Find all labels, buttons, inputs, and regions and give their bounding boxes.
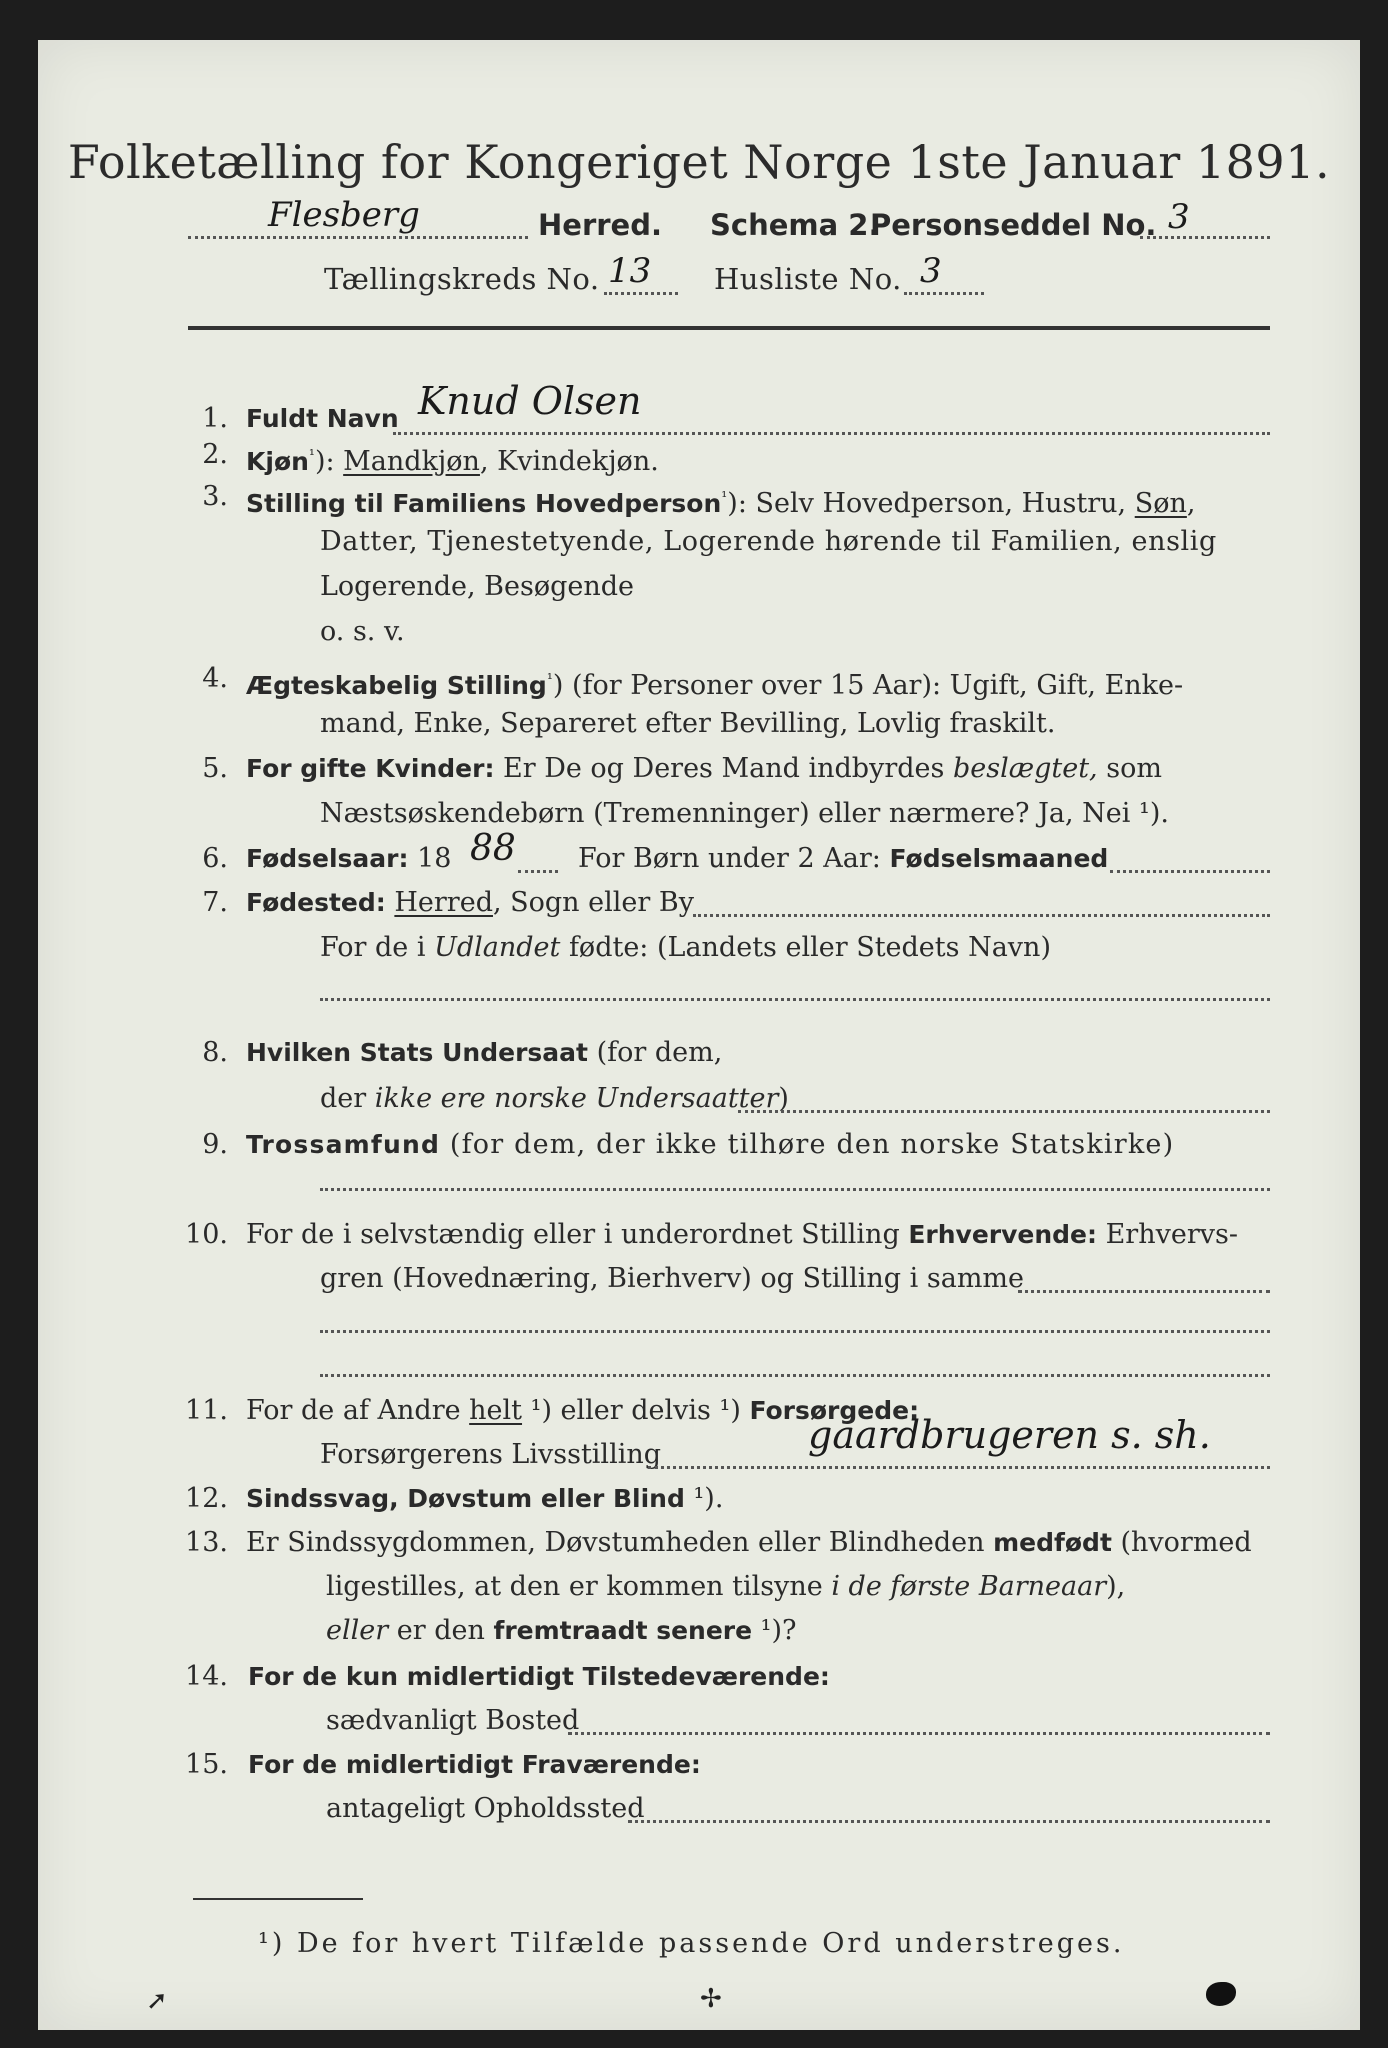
- q13-line2a: ligestilles, at den er kommen tilsyne: [326, 1571, 832, 1602]
- q10-line1: [246, 1218, 1238, 1252]
- q8-italic: ikke ere norske Undersaatter: [374, 1083, 779, 1114]
- q7-line2b: fødte: (Landets eller Stedets Navn): [560, 932, 1051, 963]
- q10-line2: gren (Hovednæring, Bierhverv) og Stilling i samme: [320, 1263, 1025, 1294]
- q11-value: gaardbrugeren s. sh.: [808, 1413, 1211, 1457]
- q5-label: For gifte Kvinder:: [246, 754, 495, 783]
- q11-line2: Forsørgerens Livsstilling: [320, 1439, 662, 1470]
- q6-value: 88: [470, 828, 516, 869]
- personseddel-value: 3: [1168, 197, 1190, 237]
- q1-number: 1.: [202, 403, 228, 434]
- q10-number: 10.: [185, 1219, 228, 1250]
- personseddel-label: Personseddel No.: [870, 208, 1157, 242]
- q6-prefix: 18: [408, 843, 452, 874]
- q13-line1b: (hvormed: [1111, 1527, 1252, 1558]
- q3-line3: Logerende, Besøgende: [320, 571, 634, 602]
- q11-line1a: For de af Andre: [246, 1395, 470, 1426]
- q4-line1: [246, 662, 1183, 703]
- q11-number: 11.: [185, 1395, 228, 1426]
- q4-sup: ¹: [546, 670, 553, 688]
- q4-line1-text: ) (for Personer over 15 Aar): Ugift, Gift, Enke-: [552, 670, 1184, 701]
- q14-number: 14.: [185, 1661, 228, 1692]
- q7-line1: [246, 886, 694, 920]
- q11-field-line: [648, 1466, 1270, 1469]
- herred-label: Herred.: [538, 208, 662, 242]
- q12-number: 12.: [185, 1483, 228, 1514]
- footnote-rule: [193, 1898, 363, 1900]
- ink-blot-icon: [1206, 1982, 1236, 2006]
- q7-number: 7.: [202, 887, 228, 918]
- q3-line1: [246, 480, 1195, 521]
- q10-field-line1: [1018, 1290, 1270, 1293]
- q13-label: medfødt: [993, 1528, 1112, 1557]
- husliste-value: 3: [920, 251, 942, 291]
- q13-line3b: ¹)?: [752, 1615, 797, 1646]
- q13-line2b: ),: [1106, 1571, 1126, 1602]
- q14-label: For de kun midlertidigt Tilstedeværende:: [248, 1662, 830, 1691]
- q9-text: (for dem, der ikke tilhøre den norske Statskirke): [440, 1129, 1175, 1160]
- q11-line1b: ¹) eller delvis ¹): [522, 1395, 750, 1426]
- q5-number: 5.: [202, 753, 228, 784]
- q3-sup: ¹: [721, 488, 728, 506]
- q6-year-line: [518, 870, 558, 873]
- q2-label: Kjøn: [246, 447, 309, 476]
- q11-label: Forsørgede:: [749, 1396, 920, 1425]
- q13-line1a: Er Sindssygdommen, Døvstumheden eller Blindheden: [246, 1527, 994, 1558]
- q2-option-kvindekjon: , Kvindekjøn.: [479, 446, 659, 477]
- q2-text: [246, 438, 659, 479]
- q7-field-line2: [320, 998, 1270, 1001]
- q5-line1-end: som: [1097, 753, 1162, 784]
- q10-line1a: For de i selvstændig eller i underordnet Stilling: [246, 1219, 909, 1250]
- q7-text: , Sogn eller By: [492, 887, 694, 918]
- q9-field-line: [320, 1188, 1270, 1191]
- q5-line1: [246, 752, 1162, 786]
- q8-line2a: der: [320, 1083, 375, 1114]
- q3-number: 3.: [202, 481, 228, 512]
- q8-label: Hvilken Stats Undersaat: [246, 1038, 588, 1067]
- q5-line1-text: Er De og Deres Mand indbyrdes: [494, 753, 953, 784]
- q3-line2: Datter, Tjenestetyende, Logerende hørende til Familien, enslig: [320, 526, 1217, 557]
- q14-field-line: [568, 1732, 1270, 1735]
- q8-line2b: ): [778, 1083, 789, 1114]
- q6-children-text: For Børn under 2 Aar:: [578, 843, 881, 874]
- q14-line2: sædvanligt Bosted: [326, 1705, 580, 1736]
- q10-line1b: Erhvervs-: [1097, 1219, 1238, 1250]
- q7-option-herred: Herred: [394, 887, 493, 918]
- herred-value: Flesberg: [268, 195, 420, 235]
- q13-label2: fremtraadt senere: [493, 1616, 753, 1645]
- q3-line1-text: ): Selv Hovedperson, Hustru,: [727, 488, 1135, 519]
- q10-field-line3: [320, 1374, 1270, 1377]
- q3-label: Stilling til Familiens Hovedperson: [246, 489, 722, 518]
- ink-cross-icon: ✢: [700, 1984, 722, 2014]
- q6-label2: Fødselsmaaned: [889, 844, 1109, 873]
- q9-number: 9.: [202, 1129, 228, 1160]
- q6-month-line: [1110, 870, 1270, 873]
- schema-label: Schema 2.: [710, 208, 880, 242]
- q13-italic: i de første Barneaar: [831, 1571, 1107, 1602]
- q7-field-line: [693, 914, 1270, 917]
- q6-number: 6.: [202, 843, 228, 874]
- kreds-label: Tællingskreds No.: [324, 262, 600, 296]
- q6-label: Fødselsaar:: [246, 844, 409, 873]
- q8-line2: [320, 1082, 789, 1116]
- census-form-page: [38, 40, 1360, 2030]
- pencil-mark-icon: ➚: [146, 1986, 168, 2016]
- q6-text2: [578, 842, 1108, 876]
- q7-line2a: For de i: [320, 932, 435, 963]
- q5-italic: beslægtet,: [952, 753, 1098, 784]
- q9-line1: [246, 1128, 1174, 1162]
- q7-label: Fødested:: [246, 888, 386, 917]
- q10-field-line2: [320, 1330, 1270, 1333]
- herred-field-line: [188, 236, 528, 239]
- q15-label: For de midlertidigt Fraværende:: [248, 1750, 701, 1779]
- q8-text: (for dem,: [587, 1037, 723, 1068]
- q2-option-mandkjon: Mandkjøn: [343, 446, 480, 477]
- q9-label: Trossamfund: [246, 1130, 441, 1159]
- q8-number: 8.: [202, 1037, 228, 1068]
- q13-line1: [246, 1526, 1252, 1560]
- q15-line2: antageligt Opholdssted: [326, 1793, 645, 1824]
- header-rule: [188, 326, 1270, 330]
- q2-text-a: ):: [314, 446, 344, 477]
- personseddel-field-line: [1140, 236, 1270, 239]
- q13-line2: [326, 1570, 1125, 1604]
- q1-field-line: [393, 432, 1270, 435]
- q8-field-line: [738, 1110, 1270, 1113]
- q4-line2: mand, Enke, Separeret efter Bevilling, Lovlig fraskilt.: [320, 708, 1056, 739]
- q1-label: Fuldt Navn: [246, 404, 399, 433]
- footnote: ¹) De for hvert Tilfælde passende Ord understreges.: [258, 1928, 1125, 1959]
- q6-text: [246, 842, 451, 876]
- q4-number: 4.: [202, 663, 228, 694]
- q13-line3a: er den: [388, 1615, 494, 1646]
- form-title: Folketælling for Kongeriget Norge 1ste Januar 1891.: [67, 135, 1331, 189]
- q2-sup: ¹: [308, 446, 315, 464]
- kreds-field-line: [604, 292, 678, 295]
- q3-option-son: Søn: [1134, 488, 1187, 519]
- kreds-value: 13: [608, 251, 652, 291]
- q2-number: 2.: [202, 439, 228, 470]
- q13-line3: [326, 1614, 797, 1648]
- q3-line1-end: ,: [1186, 488, 1196, 519]
- q5-line2: Næstsøskendebørn (Tremenninger) eller nærmere? Ja, Nei ¹).: [320, 798, 1169, 829]
- q13-number: 13.: [185, 1527, 228, 1558]
- husliste-label: Husliste No.: [714, 262, 902, 296]
- q4-label: Ægteskabelig Stilling: [246, 671, 547, 700]
- q15-field-line: [628, 1820, 1270, 1823]
- q1-value: Knud Olsen: [418, 379, 642, 423]
- q15-number: 15.: [185, 1749, 228, 1780]
- husliste-field-line: [904, 292, 984, 295]
- q3-line4: o. s. v.: [320, 616, 405, 647]
- q8-line1: [246, 1036, 722, 1070]
- q10-label: Erhvervende:: [908, 1220, 1098, 1249]
- q11-option-helt: helt: [469, 1395, 523, 1426]
- q12-label: Sindssvag, Døvstum eller Blind: [246, 1484, 685, 1513]
- q12-text: ¹).: [684, 1483, 724, 1514]
- q13-italic2: eller: [326, 1615, 389, 1646]
- q7-italic: Udlandet: [434, 932, 561, 963]
- q12-line1: [246, 1482, 723, 1516]
- q7-line2: [320, 931, 1051, 965]
